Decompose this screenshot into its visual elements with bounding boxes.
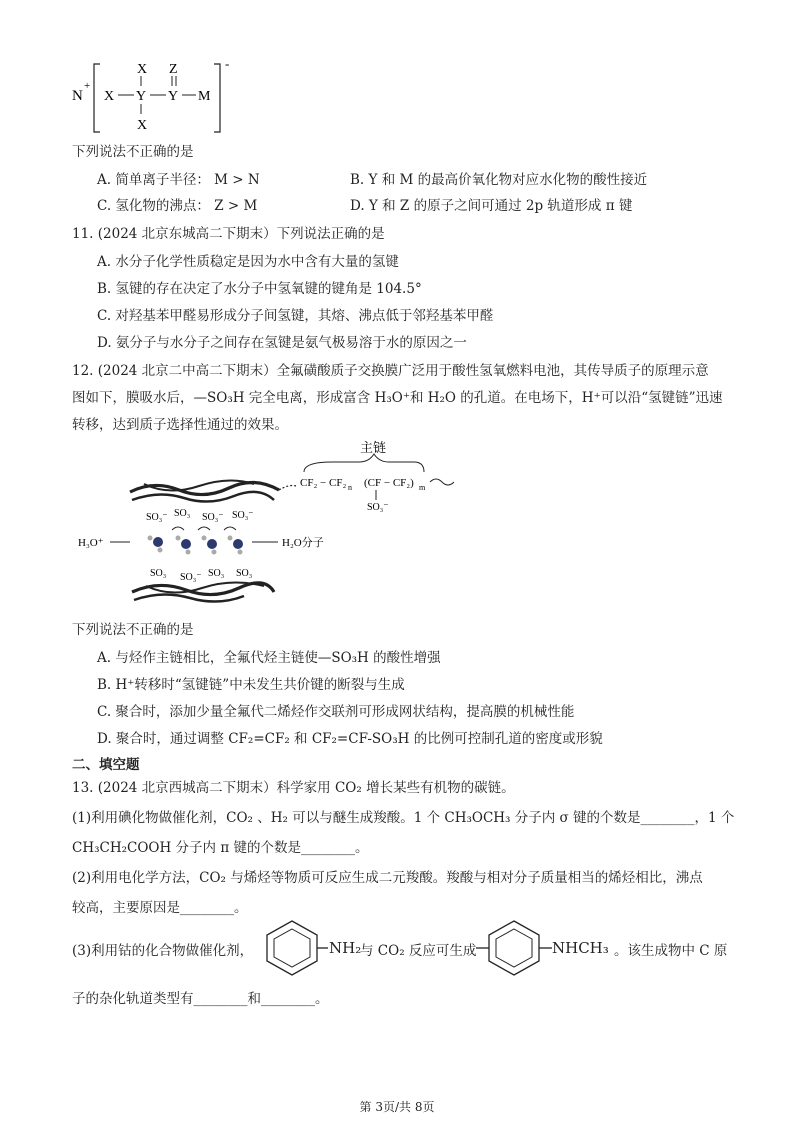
upper-so3-2: SO₃ [174, 508, 191, 519]
chain-so3: SO₃⁻ [367, 502, 389, 513]
formula-x-top: X [137, 62, 148, 77]
q13-nh2: NH₂ [329, 939, 362, 957]
main-chain-brace [304, 454, 424, 472]
q13-part1-line1: (1)利用碘化物做催化剂，CO₂ 、H₂ 可以与醚生成羧酸。1 个 CH₃OCH₃ 分子内 σ 键的个数是________，1 个 [72, 810, 735, 826]
lower-so3-3: SO₃ [208, 568, 225, 579]
formula-m: M [198, 89, 211, 104]
chain-sub-m: m [419, 483, 426, 492]
q10-option-d[interactable]: D. Y 和 Z 的原子之间可通过 2p 轨道形成 π 键 [350, 198, 633, 214]
wavy-link [279, 486, 296, 491]
lower-so3-1: SO₃ [150, 568, 167, 579]
chain-end-wave [430, 479, 454, 485]
q11-option-d[interactable]: D. 氨分子与水分子之间存在氢键是氨气极易溶于水的原因之一 [97, 335, 467, 351]
q10-option-b[interactable]: B. Y 和 M 的最高价氧化物对应水化物的酸性接近 [350, 172, 648, 188]
benzene-ring-icon-1 [256, 918, 328, 978]
formula-x-bottom: X [137, 118, 148, 133]
upper-so3-4: SO₃⁻ [232, 510, 254, 521]
q13-part2-line1: (2)利用电化学方法，CO₂ 与烯烃等物质可反应生成二元羧酸。羧酸与相对分子质量相当的烯烃相比，沸点 [72, 870, 703, 886]
h3o-label: H₃O⁺ [78, 537, 104, 549]
upper-so3-1: SO₃⁻ [146, 512, 168, 523]
right-bracket [214, 64, 220, 132]
benzene-ring-icon-2 [476, 918, 552, 978]
q12-option-d[interactable]: D. 聚合时，通过调整 CF₂=CF₂ 和 CF₂=CF-SO₃H 的比例可控制孔道的密度或形貌 [97, 731, 603, 747]
lower-chain-2 [134, 594, 244, 601]
q13-part2-line2: 较高，主要原因是________。 [72, 900, 248, 916]
q13-part3-suffix: 。该生成物中 C 原 [614, 943, 728, 959]
q10-option-a[interactable]: A. 简单离子半径： M > N [97, 172, 260, 188]
q13-stem: 13. (2024 北京西城高二下期末）科学家用 CO₂ 增长某些有机物的碳链。 [72, 780, 515, 796]
q13-nhch3: NHCH₃ [552, 939, 609, 957]
formula-plus: + [84, 80, 91, 92]
q10-option-c[interactable]: C. 氢化物的沸点： Z > M [97, 198, 258, 214]
q10-structure-formula [70, 56, 240, 138]
formula-y2: Y [168, 89, 179, 104]
q13-part3-mid: 与 CO₂ 反应可生成 [360, 943, 477, 959]
page-footer: 第 3页/共 8页 [359, 1100, 435, 1114]
chain-part-a: CF₂ − CF₂ [300, 477, 347, 489]
formula-z: Z [169, 62, 178, 77]
q11-option-c[interactable]: C. 对羟基苯甲醛易形成分子间氢键，其熔、沸点低于邻羟基苯甲醛 [97, 308, 494, 324]
q12-stem-line1: 12. (2024 北京二中高二下期末）全氟磺酸质子交换膜广泛用于酸性氢氧燃料电池，其传导质子的原理示意 [72, 363, 709, 379]
q13-part1-line2: CH₃CH₂COOH 分子内 π 键的个数是________。 [72, 840, 369, 856]
lower-so3-4: SO₃ [236, 568, 253, 579]
q12-option-b[interactable]: B. H⁺转移时“氢键链”中未发生共价键的断裂与生成 [97, 677, 405, 693]
chain-sub-n: n [348, 483, 352, 492]
formula-minus: - [225, 56, 230, 71]
water-chain [148, 527, 244, 555]
q13-part3-prefix: (3)利用钴的化合物做催化剂， [72, 943, 254, 959]
proton-membrane-diagram [74, 440, 474, 615]
main-chain-label: 主链 [360, 440, 387, 455]
formula-y1: Y [136, 89, 147, 104]
q11-stem: 11. (2024 北京东城高二下期末）下列说法正确的是 [72, 226, 385, 242]
formula-n: N [72, 88, 83, 104]
q12-stem-line3: 转移，达到质子选择性通过的效果。 [72, 417, 288, 433]
q12-stem-line2: 图如下，膜吸水后，—SO₃H 完全电离，形成富含 H₃O⁺和 H₂O 的孔道。在电场下，H⁺可以沿“氢键链”迅速 [72, 390, 723, 406]
lower-so3-2: SO₃⁻ [180, 572, 202, 583]
h2o-label: H₂O分子 [282, 537, 324, 549]
q13-part3-line2: 子的杂化轨道类型有________和________。 [72, 991, 329, 1007]
q12-option-a[interactable]: A. 与烃作主链相比，全氟代烃主链使—SO₃H 的酸性增强 [97, 650, 441, 666]
section-heading: 二、填空题 [72, 757, 140, 773]
chain-part-b: (CF − CF₂) [364, 477, 414, 489]
q11-option-b[interactable]: B. 氢键的存在决定了水分子中氢氧键的键角是 104.5° [97, 281, 422, 297]
q12-sub-stem: 下列说法不正确的是 [72, 622, 194, 638]
q10-stem: 下列说法不正确的是 [72, 144, 194, 160]
formula-x-left: X [104, 89, 115, 104]
upper-so3-3: SO₃⁻ [202, 512, 224, 523]
left-bracket [94, 64, 100, 132]
q12-option-c[interactable]: C. 聚合时，添加少量全氟代二烯烃作交联剂可形成网状结构，提高膜的机械性能 [97, 704, 575, 720]
q11-option-a[interactable]: A. 水分子化学性质稳定是因为水中含有大量的氢键 [97, 254, 399, 270]
